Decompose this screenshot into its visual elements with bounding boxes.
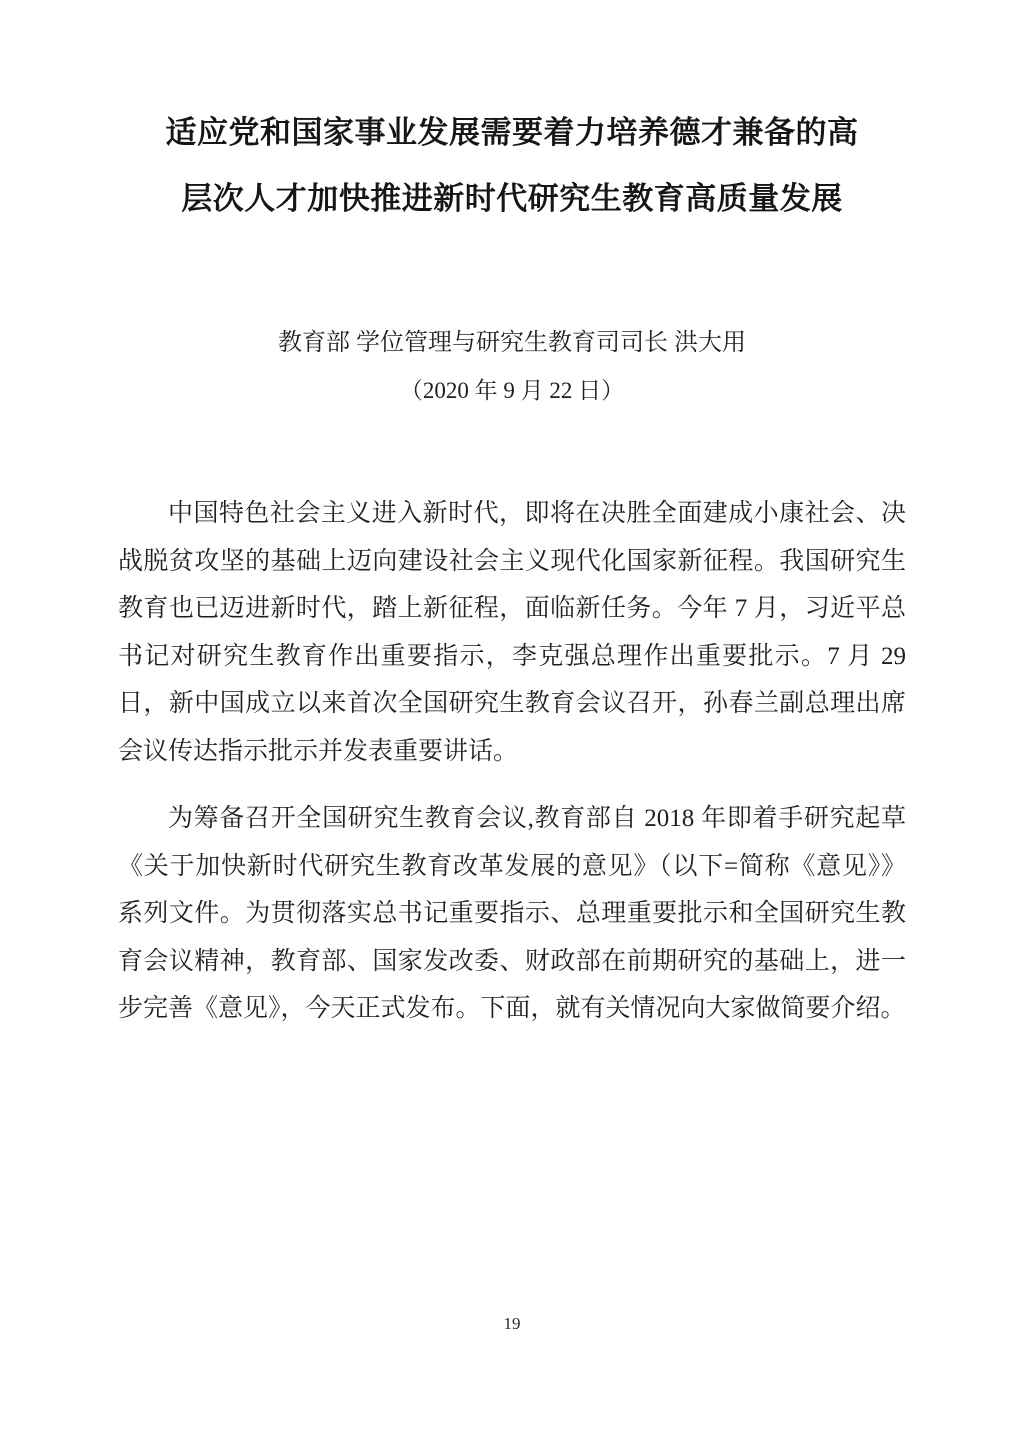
document-body [118, 490, 906, 1033]
page-number: 19 [503, 1314, 521, 1333]
date-line: （2020 年 9 月 22 日） [399, 378, 625, 403]
document-title [0, 0, 1024, 232]
title-line-2: 层次人才加快推进新时代研究生教育高质量发展 [181, 181, 843, 216]
author-byline: 教育部 学位管理与研究生教育司司长 洪大用 [278, 330, 746, 356]
body-paragraph-1: 中国特色社会主义进入新时代，即将在决胜全面建成小康社会、决战脱贫攻坚的基础上迈向建设社会主义现代化国家新征程。我国研究生教育也已迈进新时代，踏上新征程，面临新任务。今年 7 月，习近平总书记对研究生教育作出重要指示，李克强总理作出重要批示。7 月 29 日，新中国成立以来首次全国研究生教育会议召开，孙春兰副总理出席会议传达指示批示并发表重要讲话。 [118, 500, 906, 765]
title-line-1: 适应党和国家事业发展需要着力培养德才兼备的高 [165, 115, 859, 150]
body-paragraph-2: 为筹备召开全国研究生教育会议,教育部自 2018 年即着手研究起草《关于加快新时代研究生教育改革发展的意见》（以下=简称《意见》》系列文件。为贯彻落实总书记重要指示、总理重要批示和全国研究生教育会议精神，教育部、国家发改委、财政部在前期研究的基础上，进一步完善《意见》，今天正式发布。下面，就有关情况向大家做简要介绍。 [118, 805, 906, 1022]
